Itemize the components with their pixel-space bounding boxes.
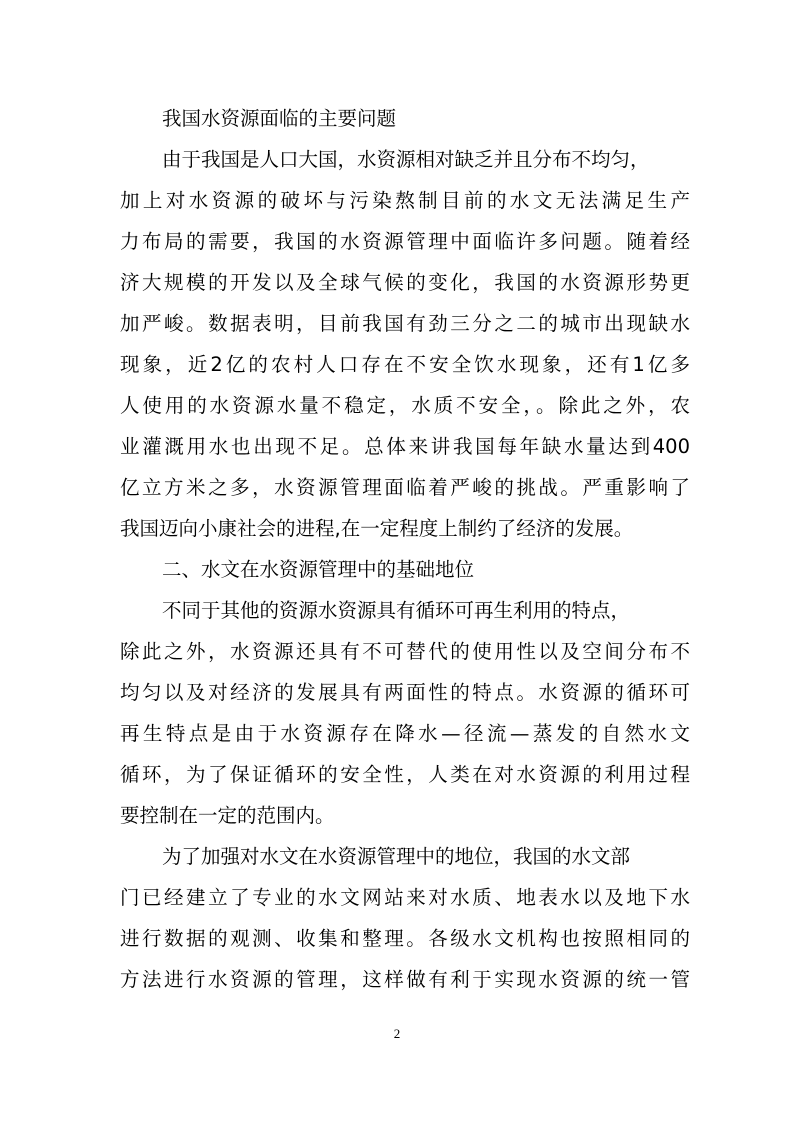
- section-heading: 二、水文在水资源管理中的基础地位: [162, 558, 475, 581]
- paragraph-line: 除此之外，水资源还具有不可替代的使用性以及空间分布不: [120, 640, 690, 663]
- paragraph-line: 现象，近2亿的农村人口存在不安全饮水现象，还有1亿多: [120, 353, 690, 376]
- section-heading: 我国水资源面临的主要问题: [162, 107, 397, 130]
- paragraph-line: 为了加强对水文在水资源管理中的地位，我国的水文部: [162, 845, 631, 868]
- page-number: 2: [393, 1026, 401, 1041]
- paragraph-line: 由于我国是人口大国，水资源相对缺乏并且分布不均匀，: [162, 148, 650, 171]
- paragraph-line: 济大规模的开发以及全球气候的变化，我国的水资源形势更: [120, 271, 690, 294]
- paragraph-line: 循环，为了保证循环的安全性，人类在对水资源的利用过程: [120, 763, 690, 786]
- paragraph-line: 亿立方米之多，水资源管理面临着严峻的挑战。严重影响了: [120, 476, 690, 499]
- paragraph-line: 进行数据的观测、收集和整理。各级水文机构也按照相同的: [120, 927, 690, 950]
- body-text: [120, 98, 690, 1000]
- paragraph-line: 力布局的需要，我国的水资源管理中面临许多问题。随着经: [120, 230, 690, 253]
- paragraph-line: 人使用的水资源水量不稳定，水质不安全，。除此之外，农: [120, 394, 690, 417]
- paragraph-line: 加严峻。数据表明，目前我国有劲三分之二的城市出现缺水: [120, 312, 690, 335]
- paragraph-line: 加上对水资源的破坏与污染熬制目前的水文无法满足生产: [120, 189, 690, 212]
- paragraph-line: 要控制在一定的范围内。: [120, 804, 335, 827]
- paragraph-line: 方法进行水资源的管理，这样做有利于实现水资源的统一管: [120, 968, 690, 991]
- paragraph-line: 业灌溉用水也出现不足。总体来讲我国每年缺水量达到400: [120, 435, 690, 458]
- paragraph-line: 不同于其他的资源水资源具有循环可再生利用的特点，: [162, 599, 631, 622]
- paragraph-line: 我国迈向小康社会的进程,在一定程度上制约了经济的发展。: [120, 517, 634, 540]
- paragraph-line: 再生特点是由于水资源存在降水—径流—蒸发的自然水文: [120, 722, 690, 745]
- paragraph-line: 门已经建立了专业的水文网站来对水质、地表水以及地下水: [120, 886, 690, 909]
- paragraph-line: 均匀以及对经济的发展具有两面性的特点。水资源的循环可: [120, 681, 690, 704]
